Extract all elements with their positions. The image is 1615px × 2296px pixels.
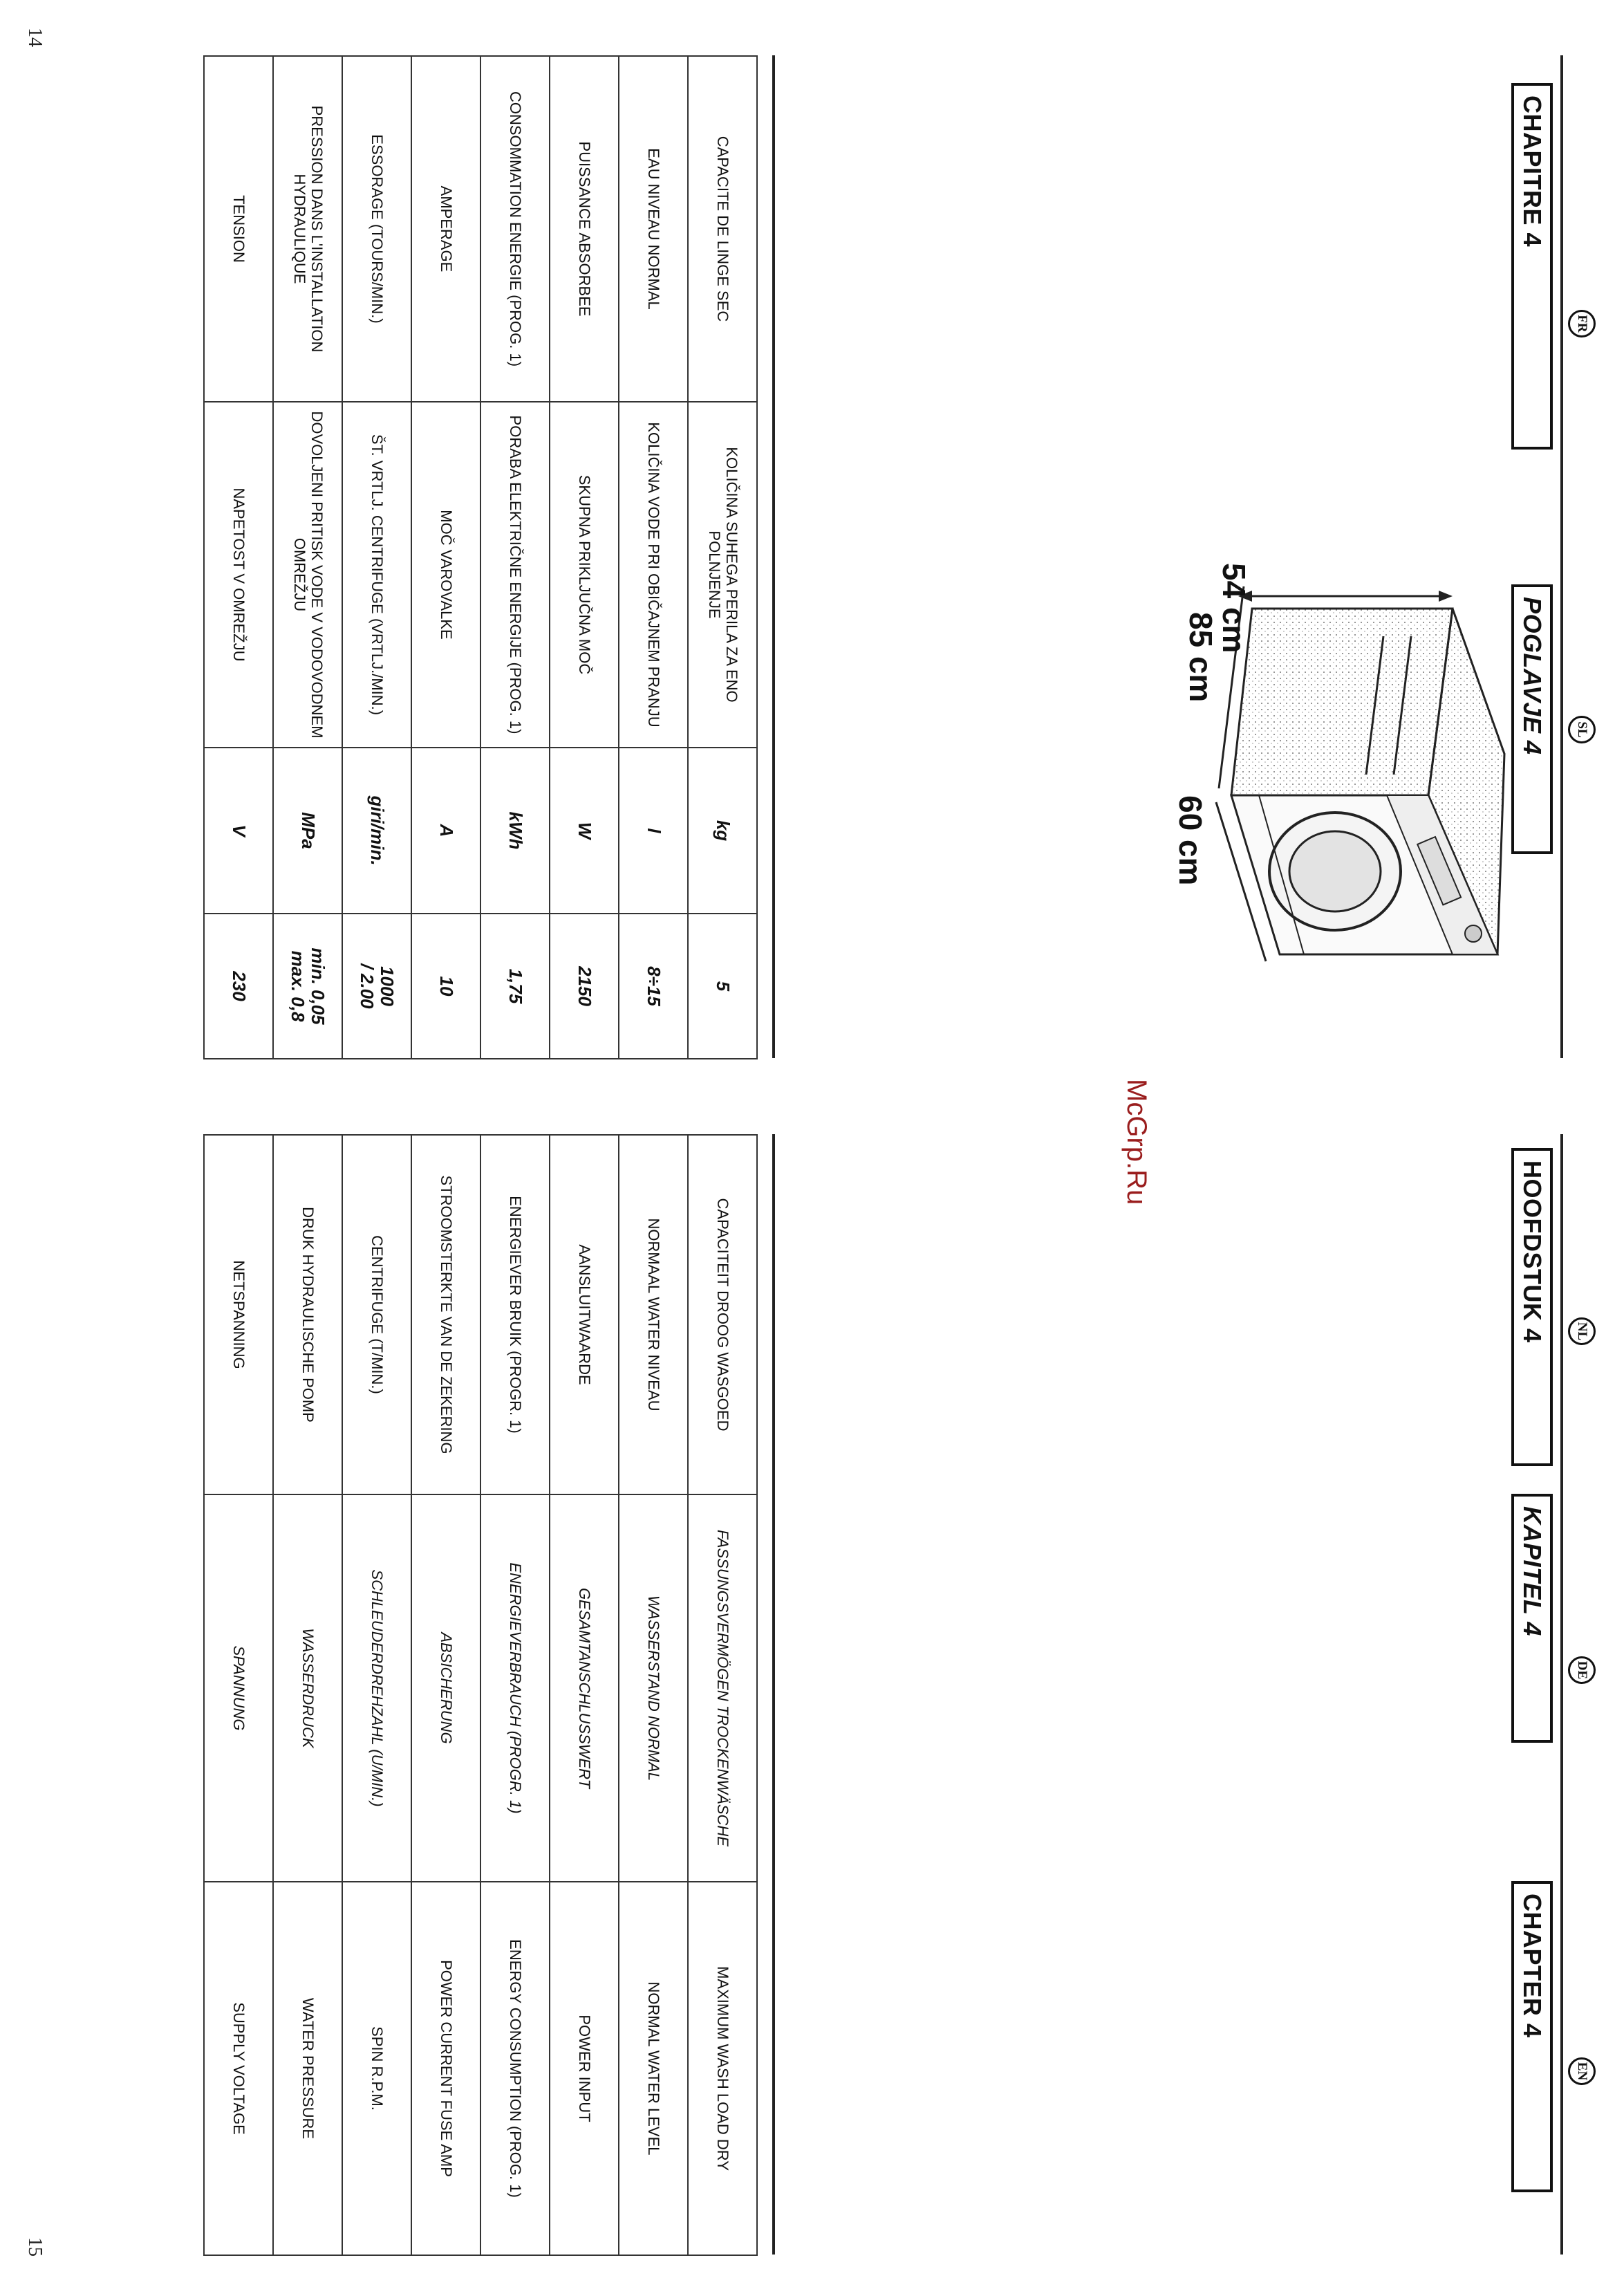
table-row xyxy=(204,1135,273,2255)
header-rule-left xyxy=(1560,55,1563,1058)
table-row xyxy=(273,56,342,1059)
language-badge-fr: FR xyxy=(1568,310,1596,337)
spec-unit: kg xyxy=(688,748,757,914)
spec-label-de: FASSUNGSVERMÖGEN TROCKENWÄSCHE xyxy=(688,1494,757,1882)
table-row xyxy=(342,1135,411,2255)
header-rule-right xyxy=(1560,1134,1563,2255)
spec-label-de: SPANNUNG xyxy=(204,1494,273,1882)
spec-value: 1000 / 2.00 xyxy=(342,914,411,1059)
spec-label-de: ENERGIEVERBRAUCH (PROGR. 1) xyxy=(480,1494,550,1882)
table-row xyxy=(688,1135,757,2255)
table-row xyxy=(204,56,273,1059)
spec-label-nl: STROOMSTERKTE VAN DE ZEKERING xyxy=(411,1135,480,1494)
section-rule-right xyxy=(772,1134,775,2255)
spec-label-sl: KOLIČINA VODE PRI OBIČAJNEM PRANJU xyxy=(619,402,688,748)
spec-unit: A xyxy=(411,748,480,914)
chapter-title-fr: CHAPITRE 4 xyxy=(1511,83,1553,450)
spec-label-en: WATER PRESSURE xyxy=(273,1882,342,2255)
language-badge-de: DE xyxy=(1568,1656,1596,1684)
spec-value: 5 xyxy=(688,914,757,1059)
spec-label-nl: NORMAAL WATER NIVEAU xyxy=(619,1135,688,1494)
table-row xyxy=(550,1135,619,2255)
spec-value: 230 xyxy=(204,914,273,1059)
spec-label-fr: CAPACITE DE LINGE SEC xyxy=(688,56,757,402)
table-row xyxy=(619,56,688,1059)
spec-label-de: SCHLEUDERDREHZAHL (U/MIN.) xyxy=(342,1494,411,1882)
spec-label-sl: NAPETOST V OMREŽJU xyxy=(204,402,273,748)
dimension-height-label: 85 cm xyxy=(1183,612,1219,703)
table-row xyxy=(273,1135,342,2255)
spec-unit: V xyxy=(204,748,273,914)
spec-label-de: WASSERSTAND NORMAL xyxy=(619,1494,688,1882)
spec-label-sl: DOVOLJENI PRITISK VODE V VODOVODNEM OMREŽJU xyxy=(273,402,342,748)
spec-value: 1,75 xyxy=(480,914,550,1059)
page-number-left: 14 xyxy=(24,28,46,47)
watermark: McGrp.Ru xyxy=(1121,1079,1152,1205)
language-badge-sl: SL xyxy=(1568,716,1596,743)
spec-label-de: WASSERDRUCK xyxy=(273,1494,342,1882)
spec-unit: giri/min. xyxy=(342,748,411,914)
table-row xyxy=(411,1135,480,2255)
spec-label-sl: MOČ VAROVALKE xyxy=(411,402,480,748)
spec-value: min. 0,05 max. 0,8 xyxy=(273,914,342,1059)
spec-label-en: ENERGY CONSUMPTION (PROG. 1) xyxy=(480,1882,550,2255)
spec-label-de: GESAMTANSCHLUSSWERT xyxy=(550,1494,619,1882)
table-row xyxy=(411,56,480,1059)
spec-label-en: POWER CURRENT FUSE AMP xyxy=(411,1882,480,2255)
spec-label-sl: SKUPNA PRIKLJUČNA MOČ xyxy=(550,402,619,748)
washing-machine-illustration xyxy=(1169,546,1556,975)
section-rule-left xyxy=(772,55,775,1058)
spec-unit: l xyxy=(619,748,688,914)
spec-label-nl: NETSPANNING xyxy=(204,1135,273,1494)
spec-label-sl: KOLIČINA SUHEGA PERILA ZA ENO POLNJENJE xyxy=(688,402,757,748)
spec-label-en: NORMAL WATER LEVEL xyxy=(619,1882,688,2255)
spec-label-fr: PRESSION DANS L'INSTALLATION HYDRAULIQUE xyxy=(273,56,342,402)
spec-label-nl: CAPACITEIT DROOG WASGOED xyxy=(688,1135,757,1494)
table-row xyxy=(342,56,411,1059)
specifications-table-nl-de-en xyxy=(203,1134,758,2256)
specifications-table-fr-sl xyxy=(203,55,758,1059)
language-badge-en: EN xyxy=(1568,2057,1596,2085)
spec-label-en: MAXIMUM WASH LOAD DRY xyxy=(688,1882,757,2255)
spec-value: 10 xyxy=(411,914,480,1059)
table-row xyxy=(688,56,757,1059)
spec-label-en: SPIN R.P.M. xyxy=(342,1882,411,2255)
table-row xyxy=(480,56,550,1059)
dimension-width-label: 60 cm xyxy=(1173,795,1208,886)
spec-label-nl: DRUK HYDRAULISCHE POMP xyxy=(273,1135,342,1494)
spec-label-de: ABSICHERUNG xyxy=(411,1494,480,1882)
spec-value: 8÷15 xyxy=(619,914,688,1059)
chapter-title-nl: HOOFDSTUK 4 xyxy=(1511,1148,1553,1466)
spec-label-fr: TENSION xyxy=(204,56,273,402)
spec-label-fr: AMPERAGE xyxy=(411,56,480,402)
spec-label-sl: ŠT. VRTLJ. CENTRIFUGE (VRTLJ./MIN.) xyxy=(342,402,411,748)
spec-unit: kWh xyxy=(480,748,550,914)
spec-label-fr: CONSOMMATION ENERGIE (PROG. 1) xyxy=(480,56,550,402)
table-row xyxy=(480,1135,550,2255)
spec-label-fr: PUISSANCE ABSORBEE xyxy=(550,56,619,402)
language-badge-nl: NL xyxy=(1568,1317,1596,1345)
spec-label-en: POWER INPUT xyxy=(550,1882,619,2255)
chapter-title-sl: POGLAVJE 4 xyxy=(1511,584,1553,854)
spec-label-en: SUPPLY VOLTAGE xyxy=(204,1882,273,2255)
spec-label-fr: ESSORAGE (TOURS/MIN.) xyxy=(342,56,411,402)
spec-label-fr: EAU NIVEAU NORMAL xyxy=(619,56,688,402)
spec-label-nl: ENERGIEVER BRUIK (PROGR. 1) xyxy=(480,1135,550,1494)
spec-label-sl: PORABA ELEKTRIČNE ENERGIJE (PROG. 1) xyxy=(480,402,550,748)
spec-unit: W xyxy=(550,748,619,914)
spec-label-nl: CENTRIFUGE (T/MIN.) xyxy=(342,1135,411,1494)
table-row xyxy=(550,56,619,1059)
chapter-title-en: CHAPTER 4 xyxy=(1511,1881,1553,2192)
spec-value: 2150 xyxy=(550,914,619,1059)
chapter-title-de: KAPITEL 4 xyxy=(1511,1494,1553,1743)
table-row xyxy=(619,1135,688,2255)
dimension-depth-label: 54 cm xyxy=(1216,563,1252,654)
spec-unit: MPa xyxy=(273,748,342,914)
spec-label-nl: AANSLUITWAARDE xyxy=(550,1135,619,1494)
page-number-right: 15 xyxy=(24,2237,46,2257)
